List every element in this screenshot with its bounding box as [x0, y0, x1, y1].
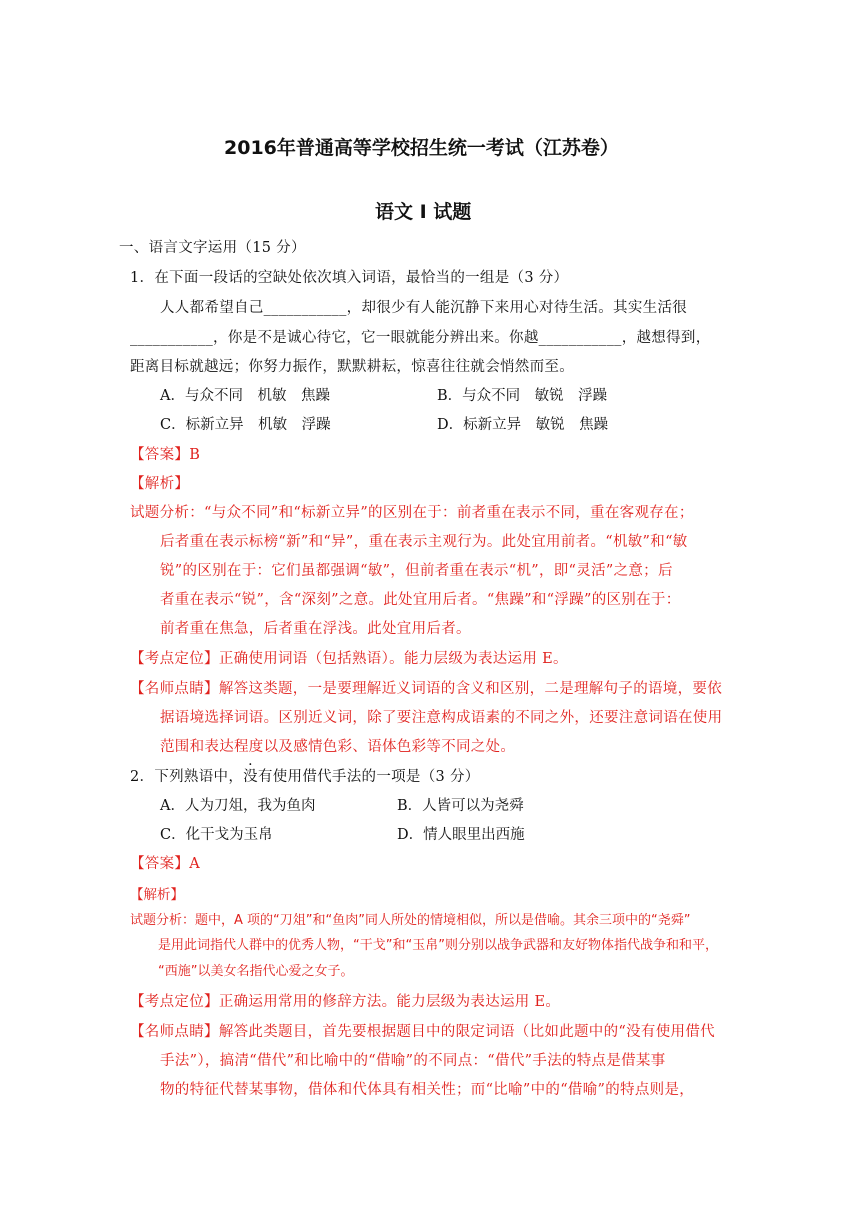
q1-kaodian — [130, 647, 568, 668]
q1-answer-label: 【答案】 — [130, 447, 190, 463]
q2-kaodian-label: 【考点定位】 — [130, 994, 219, 1010]
q1-analysis-line5: 前者重在焦急，后者重在浮浅。此处宜用后者。 — [160, 621, 471, 637]
q2-option-d: D．情人眼里出西施 — [397, 827, 525, 843]
q1-analysis-label: 【解析】 — [130, 476, 190, 492]
q2-mingshi-line2: 手法”），搞清“借代”和比喻中的“借喻”的不同点：“借代”手法的特点是借某事 — [160, 1053, 666, 1069]
q2-analysis-line1: 试题分析：题中，A 项的“刀俎”和“鱼肉”同人所处的情境相似，所以是借喻。其余三项中的“尧舜” — [130, 913, 691, 928]
q2-stem-suffix: 有使用借代手法的一项是（3 分） — [257, 769, 480, 785]
paper-subtitle: 语文 I 试题 — [375, 201, 472, 223]
q2-stem-emphasis: 没 — [243, 769, 258, 785]
q2-mingshi-label: 【名师点睛】 — [130, 1024, 219, 1040]
q1-kaodian-text: 正确使用词语（包括熟语）。能力层级为表达运用 E。 — [218, 651, 568, 667]
exam-title: 2016年普通高等学校招生统一考试（江苏卷） — [224, 137, 619, 159]
q1-stem: 1．在下面一段话的空缺处依次填入词语，最恰当的一组是（3 分） — [130, 270, 569, 286]
q1-mingshi — [130, 677, 722, 698]
q2-answer-label: 【答案】 — [130, 856, 190, 872]
q2-analysis-line3: “西施”以美女名指代心爱之女子。 — [158, 964, 354, 979]
q1-option-b: B．与众不同 敏锐 浮躁 — [437, 388, 608, 404]
q2-stem-prefix: 2．下列熟语中， — [130, 769, 244, 785]
q1-option-d: D．标新立异 敏锐 焦躁 — [437, 417, 609, 433]
q1-passage-line1: 人人都希望自己___________，却很少有人能沉静下来用心对待生活。其实生活很 — [160, 300, 688, 316]
q2-mingshi-line1: 解答此类题目，首先要根据题目中的限定词语（比如此题中的“没有使用借代 — [218, 1024, 715, 1040]
q2-mingshi — [130, 1020, 715, 1041]
q2-mingshi-line3: 物的特征代替某事物，借体和代体具有相关性；而“比喻”中的“借喻”的特点则是， — [160, 1082, 695, 1098]
q1-kaodian-label: 【考点定位】 — [130, 651, 219, 667]
q2-option-b: B．人皆可以为尧舜 — [397, 798, 524, 814]
section-heading: 一、语言文字运用（15 分） — [119, 240, 306, 256]
q1-passage-line3: 距离目标就越远；你努力振作，默默耕耘，惊喜往往就会悄然而至。 — [130, 359, 574, 375]
q1-analysis-line1: 试题分析：“与众不同”和“标新立异”的区别在于：前者重在表示不同，重在客观存在； — [130, 505, 694, 521]
q1-option-a: A．与众不同 机敏 焦躁 — [160, 388, 330, 404]
q1-analysis-line4: 者重在表示“锐”，含“深刻”之意。此处宜用后者。“焦躁”和“浮躁”的区别在于： — [160, 592, 681, 608]
q2-answer — [130, 852, 200, 873]
q2-answer-value: A — [189, 856, 200, 872]
q2-option-a: A．人为刀俎，我为鱼肉 — [160, 798, 316, 814]
q2-analysis-line2: 是用此词指代人群中的优秀人物，“干戈”和“玉帛”则分别以战争武器和友好物体指代战争和和平， — [158, 938, 718, 953]
q1-answer-value: B — [189, 447, 201, 463]
q1-analysis-line2: 后者重在表示标榜“新”和“异”，重在表示主观行为。此处宜用前者。“机敏”和“敏 — [160, 534, 688, 550]
q1-passage-line2: ___________，你是不是诚心待它，它一眼就能分辨出来。你越___________，越想得到， — [130, 330, 711, 346]
q2-kaodian-text: 正确运用常用的修辞方法。能力层级为表达运用 E。 — [218, 994, 561, 1010]
q1-answer — [130, 443, 200, 464]
q2-option-c: C．化干戈为玉帛 — [160, 827, 273, 843]
q2-analysis-label: 【解析】 — [130, 887, 184, 903]
q1-mingshi-line2: 据语境选择词语。区别近义词，除了要注意构成语素的不同之外，还要注意词语在使用 — [160, 710, 723, 726]
q1-option-c: C．标新立异 机敏 浮躁 — [160, 417, 331, 433]
q2-kaodian — [130, 990, 560, 1011]
q1-analysis-line3: 锐”的区别在于：它们虽都强调“敏”，但前者重在表示“机”，即“灵活”之意；后 — [160, 563, 673, 579]
q1-mingshi-label: 【名师点睛】 — [130, 681, 219, 697]
q2-stem — [130, 765, 480, 786]
q1-mingshi-line1: 解答这类题，一是要理解近义词语的含义和区别，二是理解句子的语境，要依 — [218, 681, 723, 697]
q1-mingshi-line3: 范围和表达程度以及感情色彩、语体色彩等不同之处。 — [160, 739, 516, 755]
